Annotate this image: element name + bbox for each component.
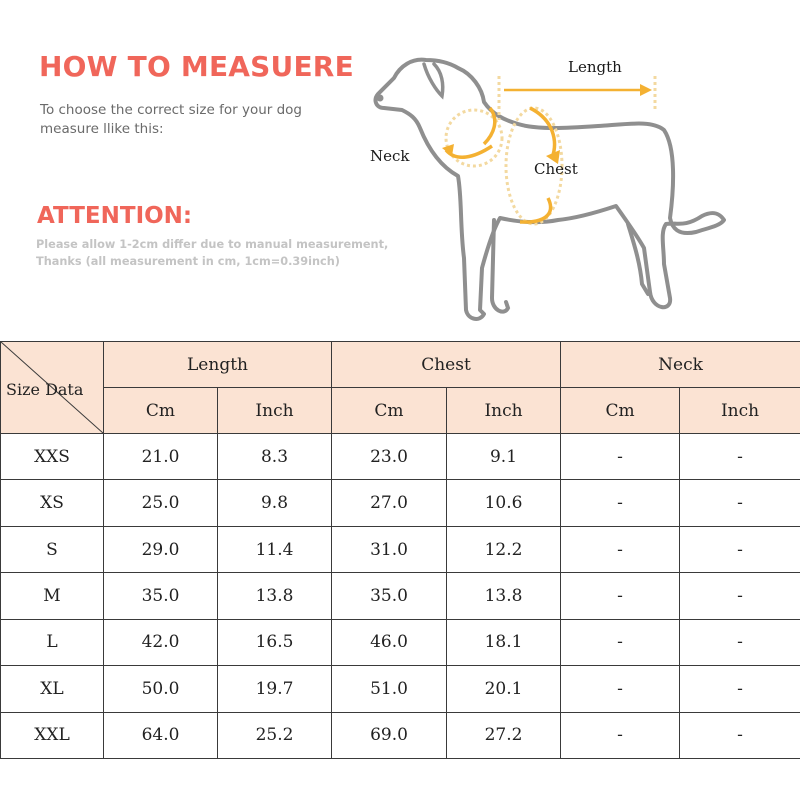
length-cm-cell: 35.0 xyxy=(104,573,218,619)
neck-inch-cell: - xyxy=(680,619,800,665)
table-row xyxy=(1,573,800,619)
size-cell: XXL xyxy=(1,712,104,758)
length-cm-cell: 42.0 xyxy=(104,619,218,665)
header-group-row xyxy=(1,342,800,388)
neck-cm-cell: - xyxy=(561,619,680,665)
size-chart-table xyxy=(0,341,800,759)
group-header-chest: Chest xyxy=(332,342,561,388)
unit-header-length-inch: Inch xyxy=(218,388,332,434)
dog-ear xyxy=(424,64,443,96)
table-row xyxy=(1,434,800,480)
chest-inch-cell: 13.8 xyxy=(447,573,561,619)
table-row xyxy=(1,666,800,712)
length-inch-cell: 11.4 xyxy=(218,526,332,572)
length-inch-cell: 16.5 xyxy=(218,619,332,665)
neck-cm-cell: - xyxy=(561,434,680,480)
dog-illustration xyxy=(358,48,738,332)
neck-inch-cell: - xyxy=(680,666,800,712)
chest-inch-cell: 27.2 xyxy=(447,712,561,758)
chest-inch-cell: 12.2 xyxy=(447,526,561,572)
length-inch-cell: 19.7 xyxy=(218,666,332,712)
length-cm-cell: 29.0 xyxy=(104,526,218,572)
size-cell: S xyxy=(1,526,104,572)
length-label: Length xyxy=(568,58,622,76)
dog-outline xyxy=(376,60,724,319)
chest-label: Chest xyxy=(534,160,578,178)
table-row xyxy=(1,712,800,758)
length-inch-cell: 13.8 xyxy=(218,573,332,619)
neck-cm-cell: - xyxy=(561,712,680,758)
dog-measurement-diagram xyxy=(358,48,738,332)
chest-cm-cell: 69.0 xyxy=(332,712,447,758)
size-cell: XL xyxy=(1,666,104,712)
size-cell: XS xyxy=(1,480,104,526)
length-inch-cell: 8.3 xyxy=(218,434,332,480)
neck-inch-cell: - xyxy=(680,712,800,758)
page-title: HOW TO MEASUERE xyxy=(39,50,354,83)
length-inch-cell: 25.2 xyxy=(218,712,332,758)
table-row xyxy=(1,619,800,665)
size-cell: M xyxy=(1,573,104,619)
neck-inch-cell: - xyxy=(680,526,800,572)
length-cm-cell: 50.0 xyxy=(104,666,218,712)
neck-cm-cell: - xyxy=(561,573,680,619)
unit-header-length-cm: Cm xyxy=(104,388,218,434)
group-header-length: Length xyxy=(104,342,332,388)
length-cm-cell: 64.0 xyxy=(104,712,218,758)
chest-inch-cell: 18.1 xyxy=(447,619,561,665)
chest-cm-cell: 35.0 xyxy=(332,573,447,619)
unit-header-neck-inch: Inch xyxy=(680,388,800,434)
size-data-corner-cell xyxy=(1,342,104,434)
unit-header-neck-cm: Cm xyxy=(561,388,680,434)
unit-header-row xyxy=(1,388,800,434)
length-cm-cell: 21.0 xyxy=(104,434,218,480)
length-arrowhead xyxy=(640,84,652,96)
table-row xyxy=(1,480,800,526)
unit-header-chest-inch: Inch xyxy=(447,388,561,434)
chest-arrow-curve-lower xyxy=(520,198,551,222)
attention-heading: ATTENTION: xyxy=(37,203,193,229)
size-cell: XXS xyxy=(1,434,104,480)
group-header-neck: Neck xyxy=(561,342,800,388)
chest-cm-cell: 27.0 xyxy=(332,480,447,526)
size-cell: L xyxy=(1,619,104,665)
measure-instructions: To choose the correct size for your dog measure llike this: xyxy=(40,102,303,137)
chest-inch-cell: 20.1 xyxy=(447,666,561,712)
attention-note: Please allow 1-2cm differ due to manual measurement, Thanks (all measurement in cm, 1cm=0.39inch) xyxy=(36,238,389,268)
chest-cm-cell: 23.0 xyxy=(332,434,447,480)
neck-inch-cell: - xyxy=(680,434,800,480)
neck-inch-cell: - xyxy=(680,573,800,619)
corner-label: Size Data xyxy=(6,380,84,399)
dog-nose xyxy=(377,95,384,102)
neck-cm-cell: - xyxy=(561,526,680,572)
length-cm-cell: 25.0 xyxy=(104,480,218,526)
chest-cm-cell: 31.0 xyxy=(332,526,447,572)
chest-cm-cell: 46.0 xyxy=(332,619,447,665)
chest-cm-cell: 51.0 xyxy=(332,666,447,712)
chest-inch-cell: 10.6 xyxy=(447,480,561,526)
neck-cm-cell: - xyxy=(561,666,680,712)
neck-cm-cell: - xyxy=(561,480,680,526)
dog-front-leg xyxy=(492,220,508,312)
neck-label: Neck xyxy=(370,147,410,165)
length-inch-cell: 9.8 xyxy=(218,480,332,526)
unit-header-chest-cm: Cm xyxy=(332,388,447,434)
table-row xyxy=(1,526,800,572)
chest-inch-cell: 9.1 xyxy=(447,434,561,480)
chest-arrow-curve xyxy=(530,108,554,158)
neck-inch-cell: - xyxy=(680,480,800,526)
